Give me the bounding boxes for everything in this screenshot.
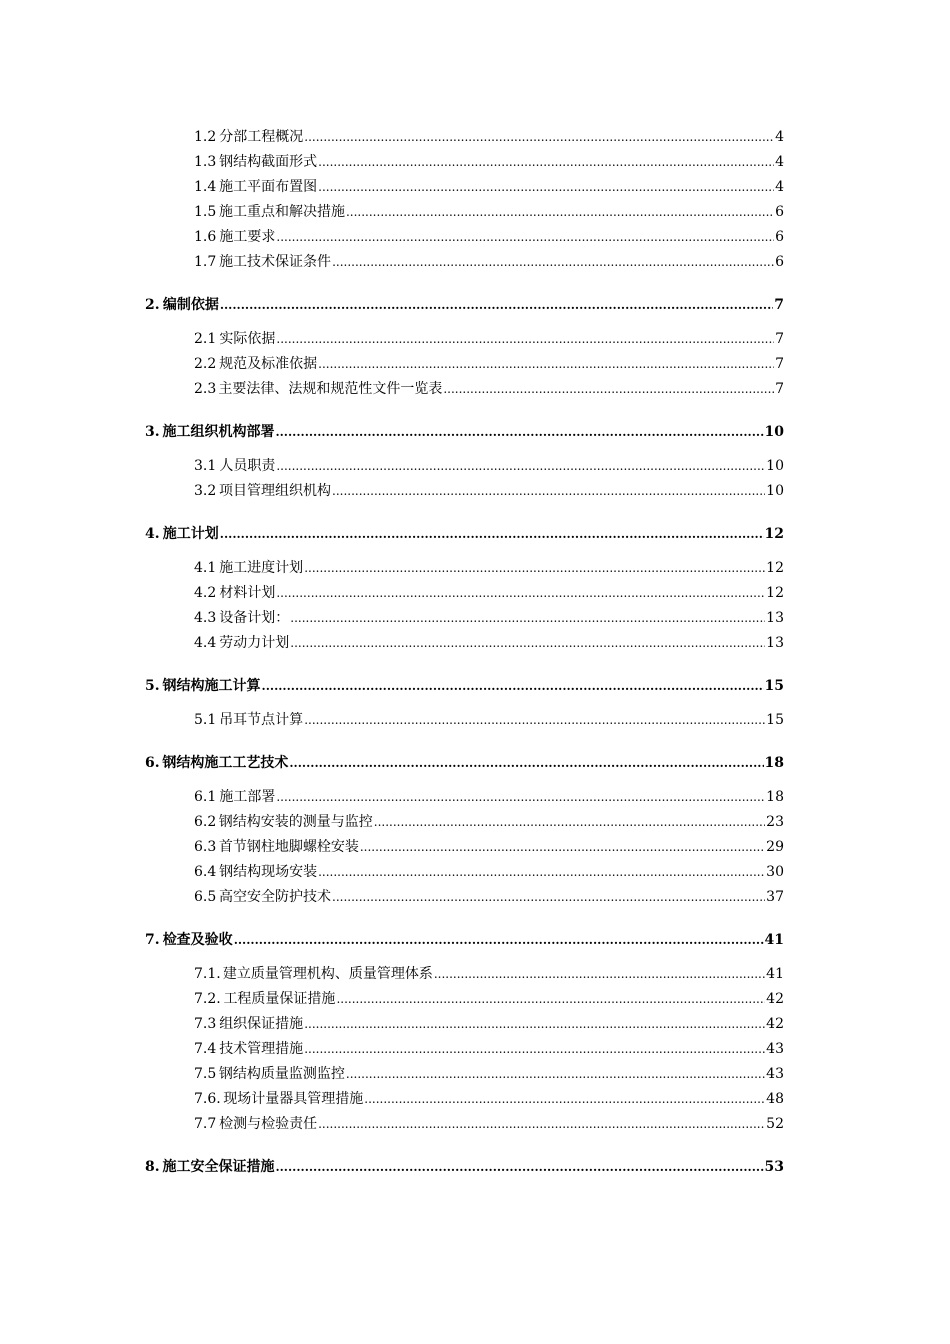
toc-page-number: 6 [775, 254, 784, 270]
toc-entry-title: 技术管理措施 [219, 1041, 304, 1057]
toc-page-number: 7 [775, 356, 784, 372]
toc-entry-title: 钢结构截面形式 [219, 154, 318, 170]
toc-dot-leader [332, 480, 765, 502]
toc-entry-title: 材料计划 [219, 585, 276, 601]
toc-section-entry[interactable] [194, 226, 784, 248]
toc-entry-number: 4.2 [194, 585, 217, 601]
toc-section-entry[interactable] [194, 886, 784, 908]
toc-chapter-entry[interactable] [145, 294, 784, 316]
toc-page-number: 43 [766, 1041, 784, 1057]
toc-section-entry[interactable] [194, 151, 784, 173]
toc-entry-number: 2. [145, 297, 160, 313]
toc-page-number: 53 [764, 1159, 784, 1175]
toc-entry-number: 8. [145, 1159, 160, 1175]
toc-dot-leader [290, 632, 765, 654]
toc-dot-leader [364, 1088, 765, 1110]
toc-entry-title: 施工部署 [219, 789, 276, 805]
toc-entry-number: 1.6 [194, 229, 217, 245]
toc-section-entry[interactable] [194, 126, 784, 148]
toc-dot-leader [374, 811, 765, 833]
toc-page-number: 30 [766, 864, 784, 880]
toc-chapter-entry[interactable] [145, 752, 784, 774]
toc-entry-number: 4.1 [194, 560, 217, 576]
toc-entry-number: 3.2 [194, 483, 217, 499]
toc-entry-number: 6.4 [194, 864, 217, 880]
toc-entry-title: 检测与检验责任 [219, 1116, 318, 1132]
toc-dot-leader [276, 582, 765, 604]
toc-page-number: 43 [766, 1066, 784, 1082]
toc-page-number: 18 [766, 789, 784, 805]
toc-entry-title: 主要法律、法规和规范性文件一览表 [218, 381, 443, 397]
toc-page-number: 12 [766, 585, 784, 601]
toc-entry-title: 首节钢柱地脚螺栓安装 [218, 839, 359, 855]
toc-page-number: 4 [775, 179, 784, 195]
toc-entry-number: 1.3 [194, 154, 217, 170]
toc-entry-title: 钢结构安装的测量与监控 [218, 814, 373, 830]
toc-chapter-entry[interactable] [145, 929, 784, 951]
toc-entry-title: 吊耳节点计算 [219, 712, 304, 728]
toc-section-entry[interactable] [194, 836, 784, 858]
toc-chapter-entry[interactable] [145, 421, 784, 443]
toc-entry-title: 施工要求 [219, 229, 276, 245]
toc-section-entry[interactable] [194, 988, 784, 1010]
toc-section-entry[interactable] [194, 607, 784, 629]
toc-entry-title: 现场计量器具管理措施 [223, 1091, 364, 1107]
toc-section-entry[interactable] [194, 1113, 784, 1135]
toc-page-number: 37 [766, 889, 784, 905]
toc-entry-title: 建立质量管理机构、质量管理体系 [222, 966, 433, 982]
toc-entry-number: 3.1 [194, 458, 217, 474]
toc-dot-leader [336, 988, 765, 1010]
toc-page-number: 4 [775, 154, 784, 170]
toc-section-entry[interactable] [194, 1038, 784, 1060]
toc-page-number: 6 [775, 229, 784, 245]
toc-dot-leader [443, 378, 774, 400]
toc-dot-leader [290, 607, 765, 629]
toc-entry-number: 4. [145, 526, 160, 542]
toc-entry-title: 项目管理组织机构 [219, 483, 332, 499]
toc-entry-title: 施工进度计划 [219, 560, 304, 576]
toc-dot-leader [275, 1156, 763, 1178]
toc-dot-leader [289, 752, 763, 774]
toc-entry-title: 施工技术保证条件 [219, 254, 332, 270]
toc-dot-leader [304, 1013, 765, 1035]
toc-entry-number: 5. [145, 678, 160, 694]
toc-page-number: 6 [775, 204, 784, 220]
toc-entry-number: 6. [145, 755, 160, 771]
toc-dot-leader [304, 709, 765, 731]
toc-section-entry[interactable] [194, 1063, 784, 1085]
toc-entry-title: 施工重点和解决措施 [218, 204, 345, 220]
toc-dot-leader [318, 1113, 765, 1135]
toc-section-entry[interactable] [194, 811, 784, 833]
toc-page-number: 23 [766, 814, 784, 830]
toc-section-entry[interactable] [194, 455, 784, 477]
toc-chapter-entry[interactable] [145, 675, 784, 697]
toc-section-entry[interactable] [194, 709, 784, 731]
toc-section-entry[interactable] [194, 176, 784, 198]
toc-section-entry[interactable] [194, 582, 784, 604]
toc-entry-title: 组织保证措施 [219, 1016, 304, 1032]
toc-entry-number: 4.3 [194, 610, 217, 626]
toc-dot-leader [220, 523, 764, 545]
toc-dot-leader [276, 455, 765, 477]
toc-entry-number: 3. [145, 424, 160, 440]
toc-dot-leader [304, 1038, 765, 1060]
toc-page-number: 18 [764, 755, 784, 771]
toc-section-entry[interactable] [194, 1088, 784, 1110]
toc-entry-number: 7.3 [194, 1016, 217, 1032]
toc-entry-title: 高空安全防护技术 [219, 889, 332, 905]
toc-entry-number: 7. [145, 932, 160, 948]
toc-page-number: 7 [775, 381, 784, 397]
toc-page-number: 52 [766, 1116, 784, 1132]
toc-entry-title: 施工计划 [162, 526, 219, 542]
toc-entry-number: 7.1. [194, 966, 221, 982]
toc-entry-title: 钢结构施工计算 [162, 678, 261, 694]
toc-entry-title: 钢结构施工工艺技术 [162, 755, 289, 771]
toc-page-number: 41 [764, 932, 784, 948]
toc-entry-number: 4.4 [194, 635, 217, 651]
toc-entry-number: 6.5 [194, 889, 217, 905]
toc-section-entry[interactable] [194, 378, 784, 400]
toc-page-number: 29 [766, 839, 784, 855]
toc-dot-leader [318, 861, 765, 883]
toc-entry-title: 钢结构现场安装 [219, 864, 318, 880]
toc-entry-title: 人员职责 [219, 458, 276, 474]
toc-entry-title: 编制依据 [162, 297, 219, 313]
toc-entry-title: 施工平面布置图 [219, 179, 318, 195]
toc-entry-number: 5.1 [194, 712, 217, 728]
toc-section-entry[interactable] [194, 328, 784, 350]
toc-section-entry[interactable] [194, 632, 784, 654]
toc-entry-title: 规范及标准依据 [219, 356, 318, 372]
toc-dot-leader [304, 557, 765, 579]
toc-section-entry[interactable] [194, 353, 784, 375]
toc-entry-number: 7.7 [194, 1116, 217, 1132]
toc-dot-leader [360, 836, 765, 858]
toc-dot-leader [262, 675, 764, 697]
toc-dot-leader [276, 786, 765, 808]
toc-entry-number: 7.5 [194, 1066, 217, 1082]
toc-entry-title: 设备计划： [219, 610, 290, 626]
toc-dot-leader [220, 294, 773, 316]
toc-dot-leader [318, 176, 774, 198]
toc-entry-number: 2.2 [194, 356, 217, 372]
toc-chapter-entry[interactable] [145, 1156, 784, 1178]
toc-page-number: 13 [766, 610, 784, 626]
toc-dot-leader [346, 1063, 765, 1085]
toc-entry-number: 7.2. [194, 991, 221, 1007]
toc-entry-number: 7.4 [194, 1041, 217, 1057]
toc-section-entry[interactable] [194, 1013, 784, 1035]
toc-page-number: 41 [766, 966, 784, 982]
toc-entry-title: 劳动力计划 [219, 635, 290, 651]
toc-entry-number: 1.5 [194, 204, 217, 220]
toc-entry-number: 6.3 [194, 839, 217, 855]
toc-entry-number: 2.3 [194, 381, 217, 397]
toc-section-entry[interactable] [194, 557, 784, 579]
toc-page-number: 15 [766, 712, 784, 728]
toc-dot-leader [304, 126, 774, 148]
toc-page-number: 48 [766, 1091, 784, 1107]
toc-entry-title: 实际依据 [219, 331, 276, 347]
toc-entry-title: 钢结构质量监测监控 [218, 1066, 345, 1082]
toc-dot-leader [276, 226, 774, 248]
toc-dot-leader [234, 929, 764, 951]
toc-dot-leader [332, 886, 765, 908]
toc-entry-title: 施工安全保证措施 [162, 1159, 275, 1175]
toc-entry-number: 6.1 [194, 789, 217, 805]
toc-entry-title: 施工组织机构部署 [162, 424, 275, 440]
toc-section-entry[interactable] [194, 201, 784, 223]
toc-dot-leader [434, 963, 765, 985]
toc-entry-number: 1.2 [194, 129, 217, 145]
toc-page-number: 10 [766, 483, 784, 499]
toc-page-number: 10 [764, 424, 784, 440]
toc-page-number: 7 [774, 297, 784, 313]
toc-entry-number: 6.2 [194, 814, 217, 830]
toc-dot-leader [318, 151, 774, 173]
toc-dot-leader [275, 421, 763, 443]
toc-page-number: 4 [775, 129, 784, 145]
toc-page-number: 42 [766, 1016, 784, 1032]
toc-page-number: 12 [764, 526, 784, 542]
toc-page-number: 13 [766, 635, 784, 651]
toc-entry-number: 7.6. [194, 1091, 221, 1107]
toc-section-entry[interactable] [194, 251, 784, 273]
toc-section-entry[interactable] [194, 963, 784, 985]
toc-section-entry[interactable] [194, 861, 784, 883]
toc-entry-title: 分部工程概况 [219, 129, 304, 145]
toc-page-number: 15 [764, 678, 784, 694]
toc-dot-leader [332, 251, 774, 273]
toc-page-number: 10 [766, 458, 784, 474]
toc-dot-leader [318, 353, 774, 375]
toc-section-entry[interactable] [194, 786, 784, 808]
toc-dot-leader [276, 328, 774, 350]
toc-entry-title: 检查及验收 [162, 932, 233, 948]
toc-page-number: 7 [775, 331, 784, 347]
toc-section-entry[interactable] [194, 480, 784, 502]
toc-page-number: 12 [766, 560, 784, 576]
toc-entry-title: 工程质量保证措施 [223, 991, 336, 1007]
toc-dot-leader [346, 201, 774, 223]
toc-entry-number: 2.1 [194, 331, 217, 347]
toc-entry-number: 1.7 [194, 254, 217, 270]
toc-page-number: 42 [766, 991, 784, 1007]
toc-entry-number: 1.4 [194, 179, 217, 195]
toc-chapter-entry[interactable] [145, 523, 784, 545]
